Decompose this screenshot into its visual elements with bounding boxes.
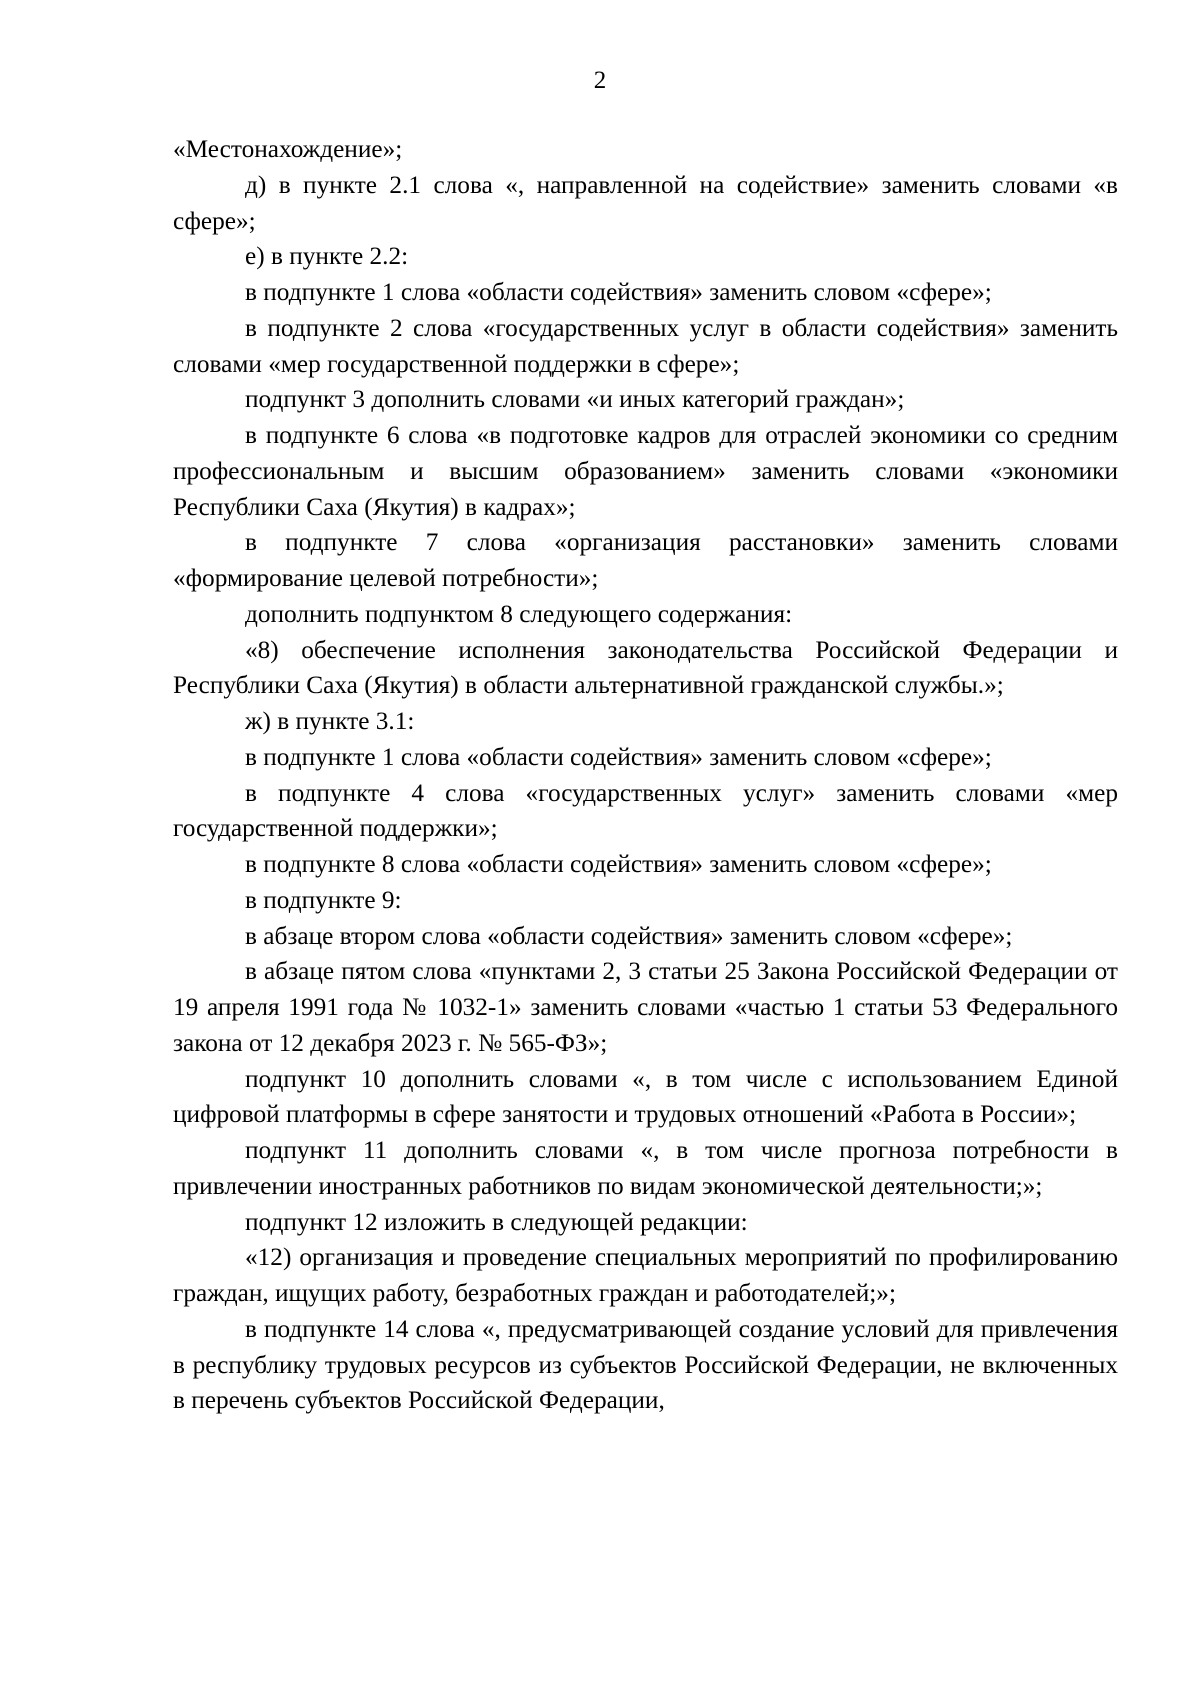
document-paragraph: в подпункте 14 слова «, предусматривающей создание условий для привлечения в республику трудовых ресурсов из субъектов Российской Федерации, не включенных в перечень субъектов Российской Федерации, [173, 1314, 1118, 1415]
document-paragraph: «12) организация и проведение специальных мероприятий по профилированию граждан, ищущих работу, безработных граждан и работодателей;»; [173, 1243, 1118, 1307]
document-paragraph: д) в пункте 2.1 слова «, направленной на содействие» заменить словами «в сфере»; [173, 170, 1118, 235]
document-paragraph: «Местонахождение»; [173, 135, 403, 163]
document-paragraph: в подпункте 8 слова «области содействия» заменить словом «сфере»; [245, 850, 992, 878]
document-paragraph: в абзаце втором слова «области содействия» заменить словом «сфере»; [245, 921, 1013, 950]
document-paragraph: в подпункте 7 слова «организация расстановки» заменить словами «формирование целевой потребности»; [173, 528, 1118, 592]
document-paragraph: подпункт 3 дополнить словами «и иных категорий граждан»; [245, 385, 905, 414]
document-paragraph: ж) в пункте 3.1: [245, 707, 415, 735]
document-paragraph: в подпункте 2 слова «государственных услуг в области содействия» заменить словами «мер государственной поддержки в сфере»; [173, 313, 1118, 378]
document-body [173, 132, 1118, 1419]
document-paragraph: «8) обеспечение исполнения законодательства Российской Федерации и Республики Саха (Якутия) в области альтернативной гражданской службы.»; [173, 635, 1118, 700]
document-paragraph: в подпункте 1 слова «области содействия» заменить словом «сфере»; [245, 742, 992, 771]
document-paragraph: в подпункте 4 слова «государственных услуг» заменить словами «мер государственной поддержки»; [173, 778, 1118, 843]
document-paragraph: в абзаце пятом слова «пунктами 2, 3 статьи 25 Закона Российской Федерации от 19 апреля 1991 года № 1032-1» заменить словами «частью 1 статьи 53 Федерального закона от 12 декабря 2023 г. № 565-ФЗ»; [173, 957, 1118, 1057]
page-number: 2 [593, 67, 607, 94]
document-paragraph: в подпункте 1 слова «области содействия» заменить словом «сфере»; [245, 278, 992, 306]
document-paragraph: в подпункте 6 слова «в подготовке кадров для отраслей экономики со средним профессиональным и высшим образованием» заменить словами «экономики Республики Саха (Якутия) в кадрах»; [173, 421, 1118, 521]
document-paragraph: в подпункте 9: [245, 885, 402, 914]
document-paragraph: подпункт 12 изложить в следующей редакции: [245, 1207, 748, 1236]
document-paragraph: е) в пункте 2.2: [245, 242, 409, 271]
document-paragraph: дополнить подпунктом 8 следующего содержания: [245, 599, 793, 628]
document-paragraph: подпункт 10 дополнить словами «, в том числе с использованием Единой цифровой платформы в сфере занятости и трудовых отношений «Работа в России»; [173, 1064, 1118, 1129]
document-paragraph: подпункт 11 дополнить словами «, в том числе прогноза потребности в привлечении иностранных работников по видам экономической деятельности;»; [173, 1136, 1118, 1200]
